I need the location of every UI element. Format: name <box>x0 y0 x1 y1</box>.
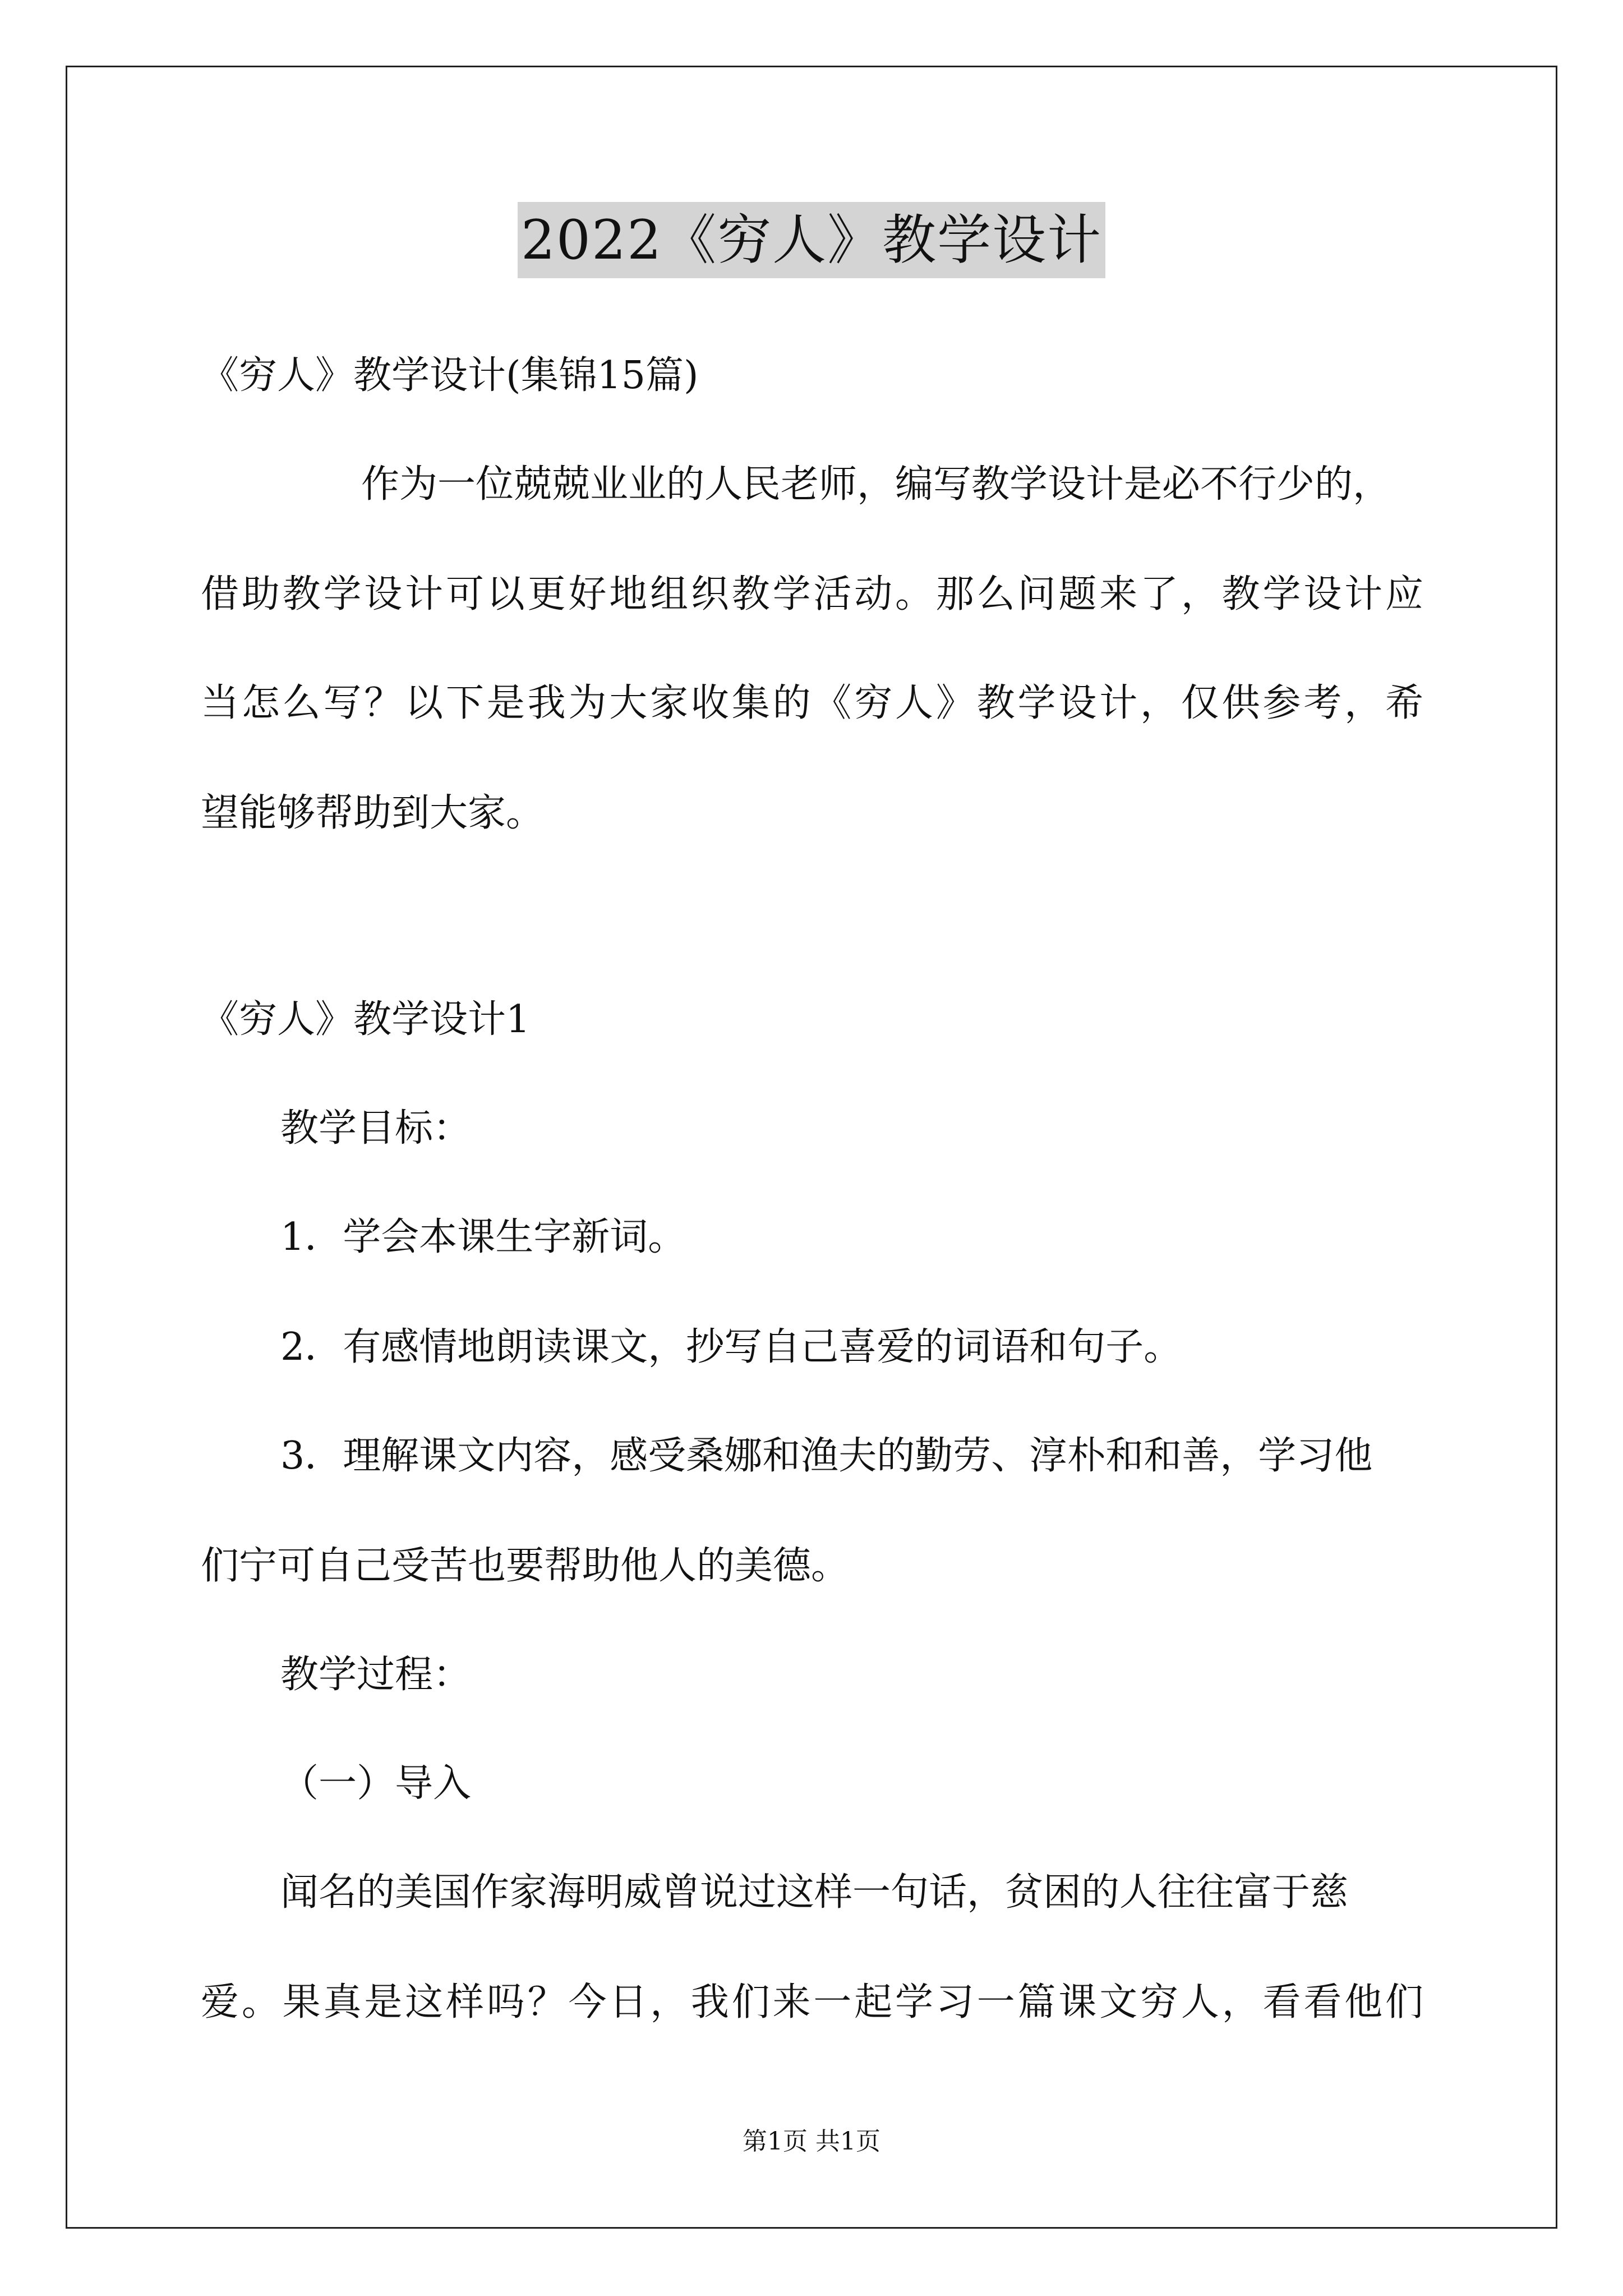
intro-line-3: 当怎么写？以下是我为大家收集的《穷人》教学设计，仅供参考，希 <box>201 681 1423 725</box>
page-footer: 第1页 共1页 <box>743 2127 880 2156</box>
step-1-line-1: 闻名的美国作家海明威曾说过这样一句话，贫困的人往往富于慈 <box>280 1870 1349 1915</box>
document-subtitle: 《穷人》教学设计(集锦15篇) <box>201 353 699 398</box>
document-title: 2022《穷人》教学设计 <box>518 202 1105 278</box>
intro-line-4: 望能够帮助到大家。 <box>201 791 545 835</box>
title-container <box>0 202 1623 278</box>
goal-2: 2．有感情地朗读课文，抄写自己喜爱的词语和句子。 <box>280 1325 1182 1369</box>
section-heading: 《穷人》教学设计1 <box>201 997 531 1042</box>
goal-1: 1．学会本课生字新词。 <box>280 1215 686 1259</box>
process-label: 教学过程： <box>280 1653 472 1697</box>
intro-line-1: 作为一位兢兢业业的人民老师，编写教学设计是必不行少的， <box>361 462 1391 507</box>
intro-line-2: 借助教学设计可以更好地组织教学活动。那么问题来了，教学设计应 <box>201 572 1423 616</box>
step-1-line-2: 爱。果真是这样吗？今日，我们来一起学习一篇课文穷人，看看他们 <box>201 1980 1423 2024</box>
goals-label: 教学目标： <box>280 1106 472 1151</box>
step-1-heading: （一）导入 <box>280 1761 472 1806</box>
goal-3-line-2: 们宁可自己受苦也要帮助他人的美德。 <box>201 1544 850 1588</box>
goal-3-line-1: 3．理解课文内容，感受桑娜和渔夫的勤劳、淳朴和和善，学习他 <box>280 1434 1373 1478</box>
